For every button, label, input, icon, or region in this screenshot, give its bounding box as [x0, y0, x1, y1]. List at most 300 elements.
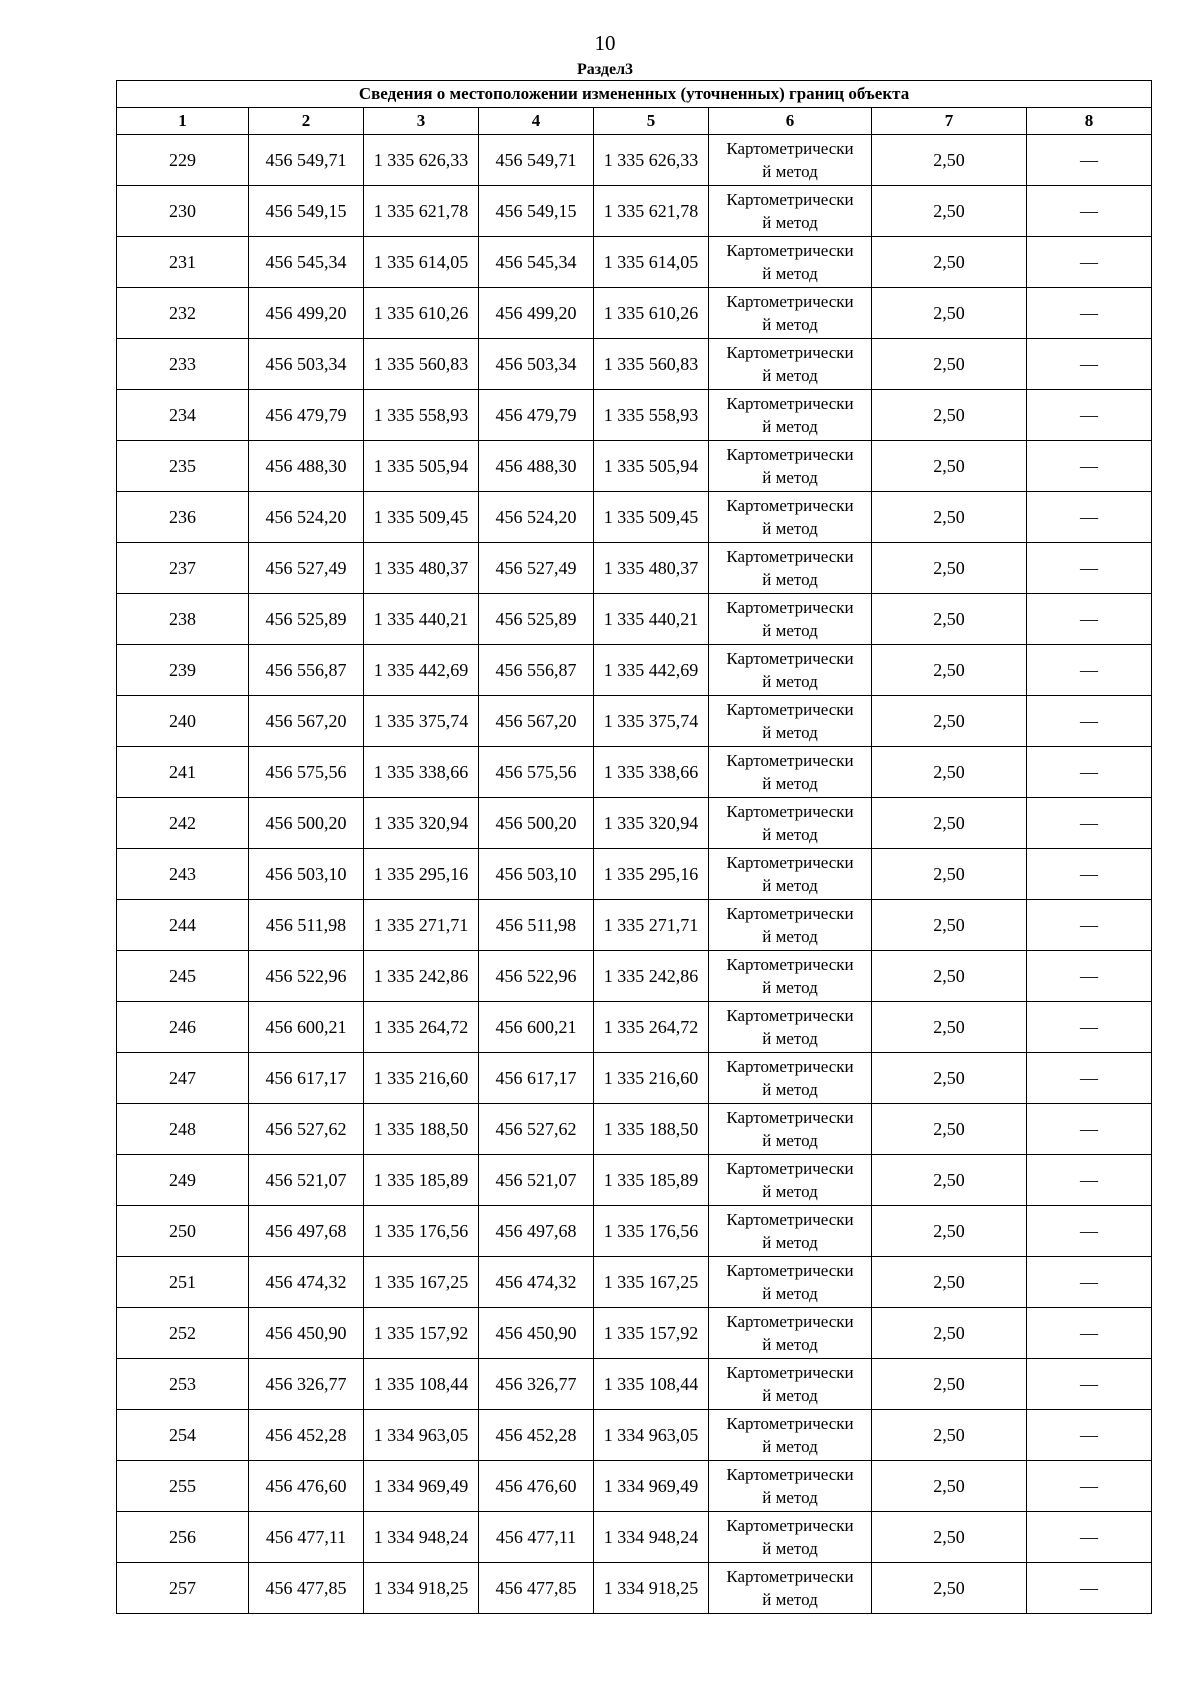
point-number-cell: 247 — [117, 1053, 249, 1104]
description-cell: — — [1027, 186, 1152, 237]
table-row — [117, 135, 1152, 186]
method-line: Картометрически — [726, 1414, 854, 1433]
accuracy-cell: 2,50 — [872, 1104, 1027, 1155]
y-existing-cell: 1 335 626,33 — [364, 135, 479, 186]
x-existing-cell: 456 524,20 — [249, 492, 364, 543]
y-existing-cell: 1 335 610,26 — [364, 288, 479, 339]
method-line: й метод — [762, 978, 818, 997]
column-header: 2 — [249, 108, 364, 135]
description-cell: — — [1027, 1002, 1152, 1053]
point-number-cell: 233 — [117, 339, 249, 390]
method-line: Картометрически — [726, 394, 854, 413]
accuracy-cell: 2,50 — [872, 135, 1027, 186]
description-cell: — — [1027, 288, 1152, 339]
y-existing-cell: 1 335 338,66 — [364, 747, 479, 798]
method-line: Картометрически — [726, 1312, 854, 1331]
description-cell: — — [1027, 1461, 1152, 1512]
x-existing-cell: 456 503,10 — [249, 849, 364, 900]
description-cell: — — [1027, 1053, 1152, 1104]
x-new-cell: 456 497,68 — [479, 1206, 594, 1257]
method-line: й метод — [762, 1284, 818, 1303]
method-line: й метод — [762, 366, 818, 385]
method-line: й метод — [762, 519, 818, 538]
method-cell — [709, 339, 872, 390]
table-row — [117, 645, 1152, 696]
table-row — [117, 1512, 1152, 1563]
column-header: 4 — [479, 108, 594, 135]
y-existing-cell: 1 335 560,83 — [364, 339, 479, 390]
y-existing-cell: 1 335 320,94 — [364, 798, 479, 849]
method-line: Картометрически — [726, 955, 854, 974]
section-title: Раздел3 — [576, 61, 634, 78]
x-existing-cell: 456 549,71 — [249, 135, 364, 186]
description-cell: — — [1027, 390, 1152, 441]
method-cell — [709, 1359, 872, 1410]
point-number-cell: 234 — [117, 390, 249, 441]
x-new-cell: 456 452,28 — [479, 1410, 594, 1461]
method-cell — [709, 288, 872, 339]
table-row — [117, 849, 1152, 900]
method-line: Картометрически — [726, 598, 854, 617]
accuracy-cell: 2,50 — [872, 441, 1027, 492]
y-new-cell: 1 335 157,92 — [594, 1308, 709, 1359]
y-new-cell: 1 334 948,24 — [594, 1512, 709, 1563]
x-new-cell: 456 549,15 — [479, 186, 594, 237]
table-row — [117, 237, 1152, 288]
y-new-cell: 1 335 440,21 — [594, 594, 709, 645]
table-row — [117, 1053, 1152, 1104]
y-existing-cell: 1 335 509,45 — [364, 492, 479, 543]
y-existing-cell: 1 335 157,92 — [364, 1308, 479, 1359]
x-new-cell: 456 525,89 — [479, 594, 594, 645]
y-existing-cell: 1 335 442,69 — [364, 645, 479, 696]
y-existing-cell: 1 335 108,44 — [364, 1359, 479, 1410]
description-cell: — — [1027, 747, 1152, 798]
method-line: й метод — [762, 468, 818, 487]
x-new-cell: 456 503,10 — [479, 849, 594, 900]
x-new-cell: 456 556,87 — [479, 645, 594, 696]
accuracy-cell: 2,50 — [872, 1461, 1027, 1512]
method-line: Картометрически — [726, 547, 854, 566]
method-line: Картометрически — [726, 1516, 854, 1535]
x-existing-cell: 456 479,79 — [249, 390, 364, 441]
method-line: й метод — [762, 1029, 818, 1048]
x-new-cell: 456 479,79 — [479, 390, 594, 441]
method-cell — [709, 1104, 872, 1155]
x-existing-cell: 456 326,77 — [249, 1359, 364, 1410]
description-cell: — — [1027, 135, 1152, 186]
y-new-cell: 1 335 242,86 — [594, 951, 709, 1002]
description-cell: — — [1027, 1410, 1152, 1461]
description-cell: — — [1027, 696, 1152, 747]
table-row — [117, 288, 1152, 339]
accuracy-cell: 2,50 — [872, 339, 1027, 390]
x-new-cell: 456 511,98 — [479, 900, 594, 951]
method-cell — [709, 492, 872, 543]
column-header-row — [117, 108, 1152, 135]
y-new-cell: 1 335 167,25 — [594, 1257, 709, 1308]
column-header: 7 — [872, 108, 1027, 135]
y-new-cell: 1 335 188,50 — [594, 1104, 709, 1155]
y-existing-cell: 1 335 505,94 — [364, 441, 479, 492]
y-existing-cell: 1 334 969,49 — [364, 1461, 479, 1512]
method-line: Картометрически — [726, 802, 854, 821]
table-caption: Сведения о местоположении измененных (уточненных) границ объекта — [117, 81, 1152, 108]
accuracy-cell: 2,50 — [872, 645, 1027, 696]
table-row — [117, 390, 1152, 441]
x-new-cell: 456 549,71 — [479, 135, 594, 186]
x-new-cell: 456 522,96 — [479, 951, 594, 1002]
accuracy-cell: 2,50 — [872, 1155, 1027, 1206]
description-cell: — — [1027, 798, 1152, 849]
accuracy-cell: 2,50 — [872, 594, 1027, 645]
point-number-cell: 235 — [117, 441, 249, 492]
accuracy-cell: 2,50 — [872, 1308, 1027, 1359]
x-existing-cell: 456 522,96 — [249, 951, 364, 1002]
x-existing-cell: 456 567,20 — [249, 696, 364, 747]
y-new-cell: 1 335 338,66 — [594, 747, 709, 798]
point-number-cell: 250 — [117, 1206, 249, 1257]
x-existing-cell: 456 600,21 — [249, 1002, 364, 1053]
accuracy-cell: 2,50 — [872, 951, 1027, 1002]
method-line: Картометрически — [726, 649, 854, 668]
method-cell — [709, 543, 872, 594]
y-existing-cell: 1 335 440,21 — [364, 594, 479, 645]
point-number-cell: 242 — [117, 798, 249, 849]
x-new-cell: 456 567,20 — [479, 696, 594, 747]
point-number-cell: 249 — [117, 1155, 249, 1206]
accuracy-cell: 2,50 — [872, 1002, 1027, 1053]
table-caption-row — [117, 81, 1152, 108]
description-cell: — — [1027, 1155, 1152, 1206]
method-line: й метод — [762, 1437, 818, 1456]
point-number-cell: 238 — [117, 594, 249, 645]
x-new-cell: 456 527,49 — [479, 543, 594, 594]
description-cell: — — [1027, 1257, 1152, 1308]
y-new-cell: 1 335 626,33 — [594, 135, 709, 186]
coordinates-table — [116, 80, 1152, 1614]
method-line: й метод — [762, 825, 818, 844]
y-new-cell: 1 335 614,05 — [594, 237, 709, 288]
method-line: й метод — [762, 876, 818, 895]
method-cell — [709, 1410, 872, 1461]
y-new-cell: 1 335 442,69 — [594, 645, 709, 696]
accuracy-cell: 2,50 — [872, 798, 1027, 849]
accuracy-cell: 2,50 — [872, 849, 1027, 900]
method-cell — [709, 951, 872, 1002]
method-cell — [709, 645, 872, 696]
x-new-cell: 456 527,62 — [479, 1104, 594, 1155]
x-existing-cell: 456 521,07 — [249, 1155, 364, 1206]
table-row — [117, 186, 1152, 237]
y-new-cell: 1 335 176,56 — [594, 1206, 709, 1257]
table-row — [117, 798, 1152, 849]
y-new-cell: 1 335 295,16 — [594, 849, 709, 900]
point-number-cell: 229 — [117, 135, 249, 186]
table-row — [117, 1002, 1152, 1053]
description-cell: — — [1027, 1359, 1152, 1410]
description-cell: — — [1027, 339, 1152, 390]
table-row — [117, 1104, 1152, 1155]
accuracy-cell: 2,50 — [872, 543, 1027, 594]
method-line: Картометрически — [726, 904, 854, 923]
description-cell: — — [1027, 1206, 1152, 1257]
method-cell — [709, 1206, 872, 1257]
table-row — [117, 1359, 1152, 1410]
x-new-cell: 456 524,20 — [479, 492, 594, 543]
method-line: Картометрически — [726, 1567, 854, 1586]
point-number-cell: 230 — [117, 186, 249, 237]
y-new-cell: 1 335 505,94 — [594, 441, 709, 492]
method-cell — [709, 1461, 872, 1512]
y-existing-cell: 1 335 185,89 — [364, 1155, 479, 1206]
method-line: Картометрически — [726, 1159, 854, 1178]
description-cell: — — [1027, 1308, 1152, 1359]
x-existing-cell: 456 511,98 — [249, 900, 364, 951]
point-number-cell: 256 — [117, 1512, 249, 1563]
method-line: Картометрически — [726, 853, 854, 872]
accuracy-cell: 2,50 — [872, 288, 1027, 339]
column-header: 6 — [709, 108, 872, 135]
table-row — [117, 696, 1152, 747]
method-cell — [709, 849, 872, 900]
x-new-cell: 456 477,11 — [479, 1512, 594, 1563]
method-line: Картометрически — [726, 292, 854, 311]
method-cell — [709, 135, 872, 186]
point-number-cell: 245 — [117, 951, 249, 1002]
method-line: Картометрически — [726, 190, 854, 209]
description-cell: — — [1027, 1563, 1152, 1614]
x-new-cell: 456 474,32 — [479, 1257, 594, 1308]
method-cell — [709, 1053, 872, 1104]
description-cell: — — [1027, 645, 1152, 696]
point-number-cell: 248 — [117, 1104, 249, 1155]
point-number-cell: 231 — [117, 237, 249, 288]
table-row — [117, 900, 1152, 951]
accuracy-cell: 2,50 — [872, 696, 1027, 747]
y-new-cell: 1 335 320,94 — [594, 798, 709, 849]
point-number-cell: 239 — [117, 645, 249, 696]
y-new-cell: 1 335 375,74 — [594, 696, 709, 747]
point-number-cell: 246 — [117, 1002, 249, 1053]
accuracy-cell: 2,50 — [872, 237, 1027, 288]
y-existing-cell: 1 335 480,37 — [364, 543, 479, 594]
method-cell — [709, 1155, 872, 1206]
x-existing-cell: 456 617,17 — [249, 1053, 364, 1104]
column-header: 8 — [1027, 108, 1152, 135]
x-new-cell: 456 545,34 — [479, 237, 594, 288]
accuracy-cell: 2,50 — [872, 492, 1027, 543]
page-number: 10 — [594, 31, 616, 55]
point-number-cell: 251 — [117, 1257, 249, 1308]
method-line: й метод — [762, 213, 818, 232]
y-existing-cell: 1 335 242,86 — [364, 951, 479, 1002]
method-line: Картометрически — [726, 139, 854, 158]
table-row — [117, 1155, 1152, 1206]
method-line: Картометрически — [726, 700, 854, 719]
point-number-cell: 254 — [117, 1410, 249, 1461]
table-row — [117, 747, 1152, 798]
x-new-cell: 456 521,07 — [479, 1155, 594, 1206]
table-body — [117, 135, 1152, 1614]
method-line: й метод — [762, 723, 818, 742]
method-cell — [709, 798, 872, 849]
method-line: й метод — [762, 1590, 818, 1609]
method-cell — [709, 186, 872, 237]
method-line: Картометрически — [726, 1465, 854, 1484]
point-number-cell: 257 — [117, 1563, 249, 1614]
y-new-cell: 1 334 969,49 — [594, 1461, 709, 1512]
method-cell — [709, 747, 872, 798]
y-existing-cell: 1 335 271,71 — [364, 900, 479, 951]
column-header: 3 — [364, 108, 479, 135]
y-existing-cell: 1 335 216,60 — [364, 1053, 479, 1104]
column-header: 1 — [117, 108, 249, 135]
x-existing-cell: 456 497,68 — [249, 1206, 364, 1257]
method-line: й метод — [762, 1182, 818, 1201]
x-new-cell: 456 600,21 — [479, 1002, 594, 1053]
description-cell: — — [1027, 1104, 1152, 1155]
table-row — [117, 1563, 1152, 1614]
method-line: Картометрически — [726, 241, 854, 260]
accuracy-cell: 2,50 — [872, 1512, 1027, 1563]
y-new-cell: 1 335 264,72 — [594, 1002, 709, 1053]
point-number-cell: 253 — [117, 1359, 249, 1410]
method-cell — [709, 1257, 872, 1308]
x-new-cell: 456 476,60 — [479, 1461, 594, 1512]
y-new-cell: 1 335 509,45 — [594, 492, 709, 543]
x-existing-cell: 456 500,20 — [249, 798, 364, 849]
point-number-cell: 252 — [117, 1308, 249, 1359]
method-line: й метод — [762, 1131, 818, 1150]
y-new-cell: 1 334 963,05 — [594, 1410, 709, 1461]
x-existing-cell: 456 476,60 — [249, 1461, 364, 1512]
method-line: й метод — [762, 672, 818, 691]
method-line: й метод — [762, 1335, 818, 1354]
table-row — [117, 492, 1152, 543]
y-existing-cell: 1 334 948,24 — [364, 1512, 479, 1563]
accuracy-cell: 2,50 — [872, 747, 1027, 798]
y-existing-cell: 1 335 614,05 — [364, 237, 479, 288]
description-cell: — — [1027, 951, 1152, 1002]
x-existing-cell: 456 488,30 — [249, 441, 364, 492]
description-cell: — — [1027, 543, 1152, 594]
x-new-cell: 456 503,34 — [479, 339, 594, 390]
point-number-cell: 240 — [117, 696, 249, 747]
x-existing-cell: 456 525,89 — [249, 594, 364, 645]
x-new-cell: 456 488,30 — [479, 441, 594, 492]
method-cell — [709, 594, 872, 645]
accuracy-cell: 2,50 — [872, 1410, 1027, 1461]
x-new-cell: 456 326,77 — [479, 1359, 594, 1410]
accuracy-cell: 2,50 — [872, 1563, 1027, 1614]
method-line: й метод — [762, 162, 818, 181]
method-cell — [709, 441, 872, 492]
accuracy-cell: 2,50 — [872, 186, 1027, 237]
point-number-cell: 241 — [117, 747, 249, 798]
y-new-cell: 1 335 271,71 — [594, 900, 709, 951]
y-existing-cell: 1 335 375,74 — [364, 696, 479, 747]
x-existing-cell: 456 549,15 — [249, 186, 364, 237]
method-line: Картометрически — [726, 1057, 854, 1076]
table-row — [117, 339, 1152, 390]
x-existing-cell: 456 556,87 — [249, 645, 364, 696]
x-existing-cell: 456 499,20 — [249, 288, 364, 339]
accuracy-cell: 2,50 — [872, 390, 1027, 441]
method-cell — [709, 1002, 872, 1053]
point-number-cell: 243 — [117, 849, 249, 900]
x-new-cell: 456 499,20 — [479, 288, 594, 339]
x-existing-cell: 456 503,34 — [249, 339, 364, 390]
y-new-cell: 1 335 480,37 — [594, 543, 709, 594]
method-line: й метод — [762, 621, 818, 640]
description-cell: — — [1027, 594, 1152, 645]
point-number-cell: 244 — [117, 900, 249, 951]
x-existing-cell: 456 527,62 — [249, 1104, 364, 1155]
method-line: й метод — [762, 1386, 818, 1405]
method-cell — [709, 237, 872, 288]
point-number-cell: 232 — [117, 288, 249, 339]
x-new-cell: 456 617,17 — [479, 1053, 594, 1104]
y-new-cell: 1 334 918,25 — [594, 1563, 709, 1614]
x-new-cell: 456 500,20 — [479, 798, 594, 849]
y-new-cell: 1 335 621,78 — [594, 186, 709, 237]
method-line: й метод — [762, 1080, 818, 1099]
method-line: й метод — [762, 315, 818, 334]
x-new-cell: 456 450,90 — [479, 1308, 594, 1359]
y-existing-cell: 1 334 918,25 — [364, 1563, 479, 1614]
y-existing-cell: 1 334 963,05 — [364, 1410, 479, 1461]
y-new-cell: 1 335 558,93 — [594, 390, 709, 441]
x-existing-cell: 456 477,11 — [249, 1512, 364, 1563]
table-row — [117, 1410, 1152, 1461]
method-cell — [709, 1308, 872, 1359]
table-row — [117, 951, 1152, 1002]
y-new-cell: 1 335 610,26 — [594, 288, 709, 339]
description-cell: — — [1027, 237, 1152, 288]
point-number-cell: 255 — [117, 1461, 249, 1512]
point-number-cell: 236 — [117, 492, 249, 543]
y-new-cell: 1 335 185,89 — [594, 1155, 709, 1206]
method-cell — [709, 1563, 872, 1614]
description-cell: — — [1027, 492, 1152, 543]
method-cell — [709, 1512, 872, 1563]
accuracy-cell: 2,50 — [872, 1257, 1027, 1308]
y-new-cell: 1 335 216,60 — [594, 1053, 709, 1104]
accuracy-cell: 2,50 — [872, 1053, 1027, 1104]
method-line: й метод — [762, 774, 818, 793]
table-row — [117, 441, 1152, 492]
method-line: Картометрически — [726, 1210, 854, 1229]
method-line: й метод — [762, 570, 818, 589]
x-existing-cell: 456 575,56 — [249, 747, 364, 798]
y-existing-cell: 1 335 558,93 — [364, 390, 479, 441]
method-cell — [709, 696, 872, 747]
method-line: й метод — [762, 264, 818, 283]
method-line: Картометрически — [726, 1363, 854, 1382]
x-existing-cell: 456 545,34 — [249, 237, 364, 288]
y-new-cell: 1 335 108,44 — [594, 1359, 709, 1410]
y-new-cell: 1 335 560,83 — [594, 339, 709, 390]
table-row — [117, 1206, 1152, 1257]
y-existing-cell: 1 335 264,72 — [364, 1002, 479, 1053]
x-existing-cell: 456 452,28 — [249, 1410, 364, 1461]
x-existing-cell: 456 527,49 — [249, 543, 364, 594]
method-line: й метод — [762, 417, 818, 436]
method-line: Картометрически — [726, 343, 854, 362]
y-existing-cell: 1 335 295,16 — [364, 849, 479, 900]
method-line: Картометрически — [726, 751, 854, 770]
